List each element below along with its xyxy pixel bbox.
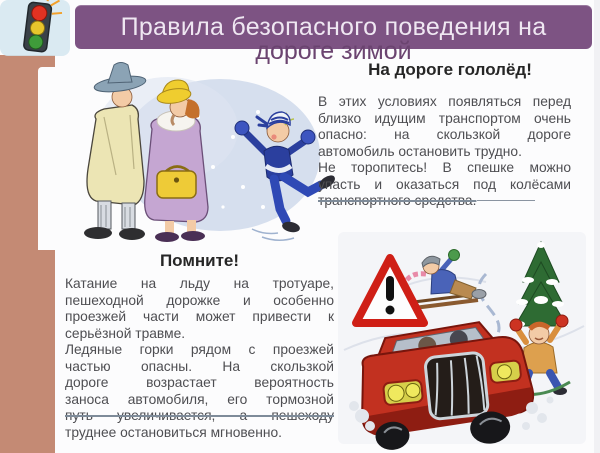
left-accent-bar-step [38, 250, 55, 453]
text-line: автомобиль остановить трудно. [318, 143, 522, 159]
text-line: проезжей части может привести к [65, 309, 334, 324]
slide-title: Правила безопасного поведения на [120, 13, 547, 41]
left-section-heading: Помните! [159, 251, 240, 270]
text-line: транспортного средства. [318, 193, 571, 210]
text-line: В этих условиях появляться перед [318, 94, 571, 109]
text-line: труднее остановиться мгновенно. [65, 424, 282, 440]
traffic-light-icon [0, 0, 72, 58]
left-section-paragraph [65, 276, 334, 441]
text-line: пешеходной дорожке и особенно [65, 292, 334, 308]
right-margin [594, 0, 600, 453]
text-line: Катание на льду на тротуаре, [65, 276, 334, 291]
text-line: заноса автомобиля, его тормозной [65, 391, 334, 407]
text-line: опасно: на скользкой дороге [318, 127, 571, 142]
pedestrians-illustration [38, 57, 314, 247]
text-line: дороге возрастает вероятность [65, 375, 334, 390]
text-line: частью опасны. На скользкой [65, 358, 334, 374]
text-line: близко идущим транспортом очень [318, 110, 571, 126]
right-section-paragraph [318, 94, 571, 210]
right-section-heading: На дороге гололёд! [368, 60, 532, 79]
slide-title-line2-clipped: дороге зимой [255, 37, 412, 65]
text-line: серьёзной травме. [65, 325, 186, 341]
text-line: Ледяные горки рядом с проезжей [65, 342, 334, 357]
car-sledding-illustration [336, 230, 590, 448]
text-line: путь увеличивается, а пешеходу [65, 408, 334, 423]
text-line: упасть и оказаться под колёсами [318, 176, 571, 192]
text-line: Не торопитесь! В спешке можно [318, 160, 571, 175]
